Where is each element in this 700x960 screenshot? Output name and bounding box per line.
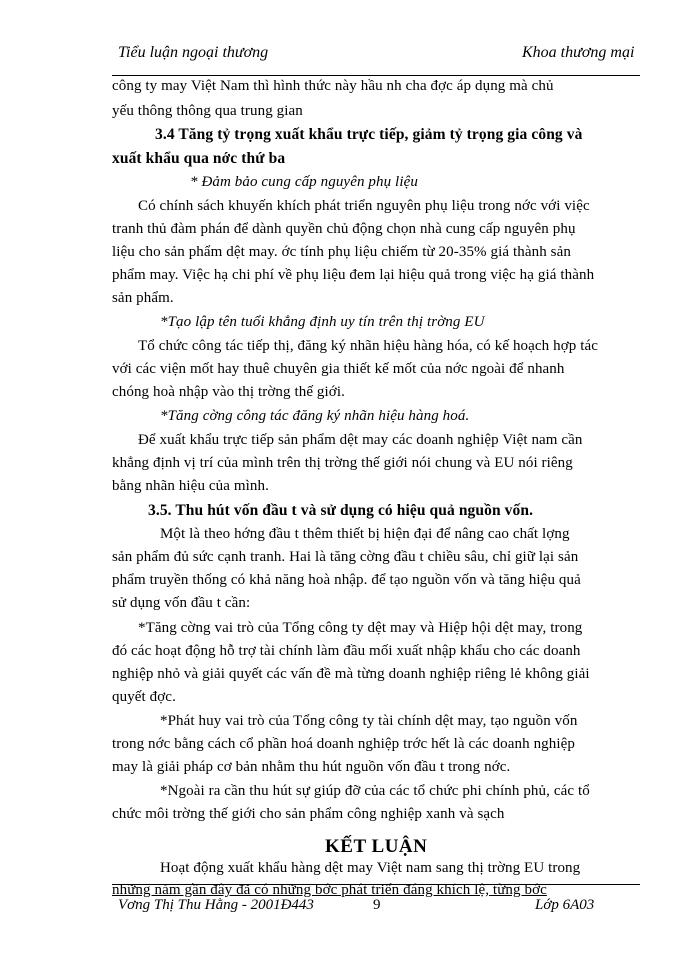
conclusion-title: KẾT LUẬN (325, 836, 428, 857)
header-left-text: Tiểu luận ngoại thương (118, 44, 269, 61)
text-line: Tổ chức công tác tiếp thị, đăng ký nhãn hiệu hàng hóa, có kế hoạch hợp tác (138, 338, 598, 354)
text-line: *Ngoài ra cần thu hút sự giúp đỡ của các tổ chức phi chính phủ, các tổ (160, 783, 590, 799)
text-line: phẩm truyền thống có khả năng hoà nhập. để tạo nguồn vốn và tăng hiệu quả (112, 572, 581, 588)
text-line: phẩm may. Việc hạ chi phí về phụ liệu đem lại hiệu quả trong việc hạ giá thành (112, 267, 595, 283)
text-line: *Tăng cờng vai trò của Tổng công ty dệt may và Hiệp hội dệt may, trong (138, 620, 583, 636)
text-line: Để xuất khẩu trực tiếp sản phẩm dệt may các doanh nghiệp Việt nam cần (138, 432, 583, 448)
text-line: sản phẩm. (112, 290, 174, 306)
text-line: chóng hoà nhập vào thị trờng thế giới. (112, 384, 345, 400)
subheading: * Đảm bảo cung cấp nguyên phụ liệu (190, 174, 418, 190)
section-heading: 3.4 Tăng tỷ trọng xuất khẩu trực tiếp, giảm tỷ trọng gia công và (155, 126, 583, 143)
section-heading: xuất khẩu qua nớc thứ ba (112, 150, 286, 167)
text-line: tranh thủ đàm phán để dành quyền chủ động chọn nhà cung cấp nguyên phụ (112, 221, 576, 237)
text-line: trong nớc bằng cách cổ phần hoá doanh nghiệp trớc hết là các doanh nghiệp (112, 736, 575, 752)
section-heading: 3.5. Thu hút vốn đầu t và sử dụng có hiệu quả nguồn vốn. (148, 502, 534, 519)
text-line: bằng nhãn hiệu của mình. (112, 478, 269, 494)
text-line: may là giải pháp cơ bản nhằm thu hút nguồn vốn đầu t trong nớc. (112, 759, 511, 775)
header-right-text: Khoa thương mại (522, 44, 635, 61)
text-line: nghiệp nhỏ và giải quyết các vấn đề mà từng doanh nghiệp riêng lẻ không giải (112, 666, 590, 682)
text-line: Có chính sách khuyến khích phát triển nguyên phụ liệu trong nớc với việc (138, 198, 590, 214)
text-line: yếu thông thông qua trung gian (112, 103, 303, 119)
text-line: sản phẩm đủ sức cạnh tranh. Hai là tăng cờng đầu t chiều sâu, chỉ giữ lại sản (112, 549, 579, 565)
text-line: khẳng định vị trí của mình trên thị trờng thế giới nói chung và EU nói riêng (112, 455, 573, 471)
text-line: chức môi trờng thế giới cho sản phẩm công nghiệp xanh và sạch (112, 806, 505, 822)
subheading: *Tạo lập tên tuổi khẳng định uy tín trên thị trờng EU (160, 314, 485, 330)
header-rule (112, 75, 640, 76)
text-line: liệu cho sản phẩm dệt may. ớc tính phụ liệu chiếm từ 20-35% giá thành sản (112, 244, 571, 260)
subheading: *Tăng cờng công tác đăng ký nhãn hiệu hàng hoá. (160, 408, 470, 424)
text-line: với các viện mốt hay thuê chuyên gia thiết kế mốt của nớc ngoài để nhanh (112, 361, 565, 377)
footer-class: Lớp 6A03 (535, 897, 595, 913)
text-line: sử dụng vốn đầu t cần: (112, 595, 251, 611)
text-line: Một là theo hớng đầu t thêm thiết bị hiện đại để nâng cao chất lợng (160, 526, 570, 542)
text-line: Hoạt động xuất khẩu hàng dệt may Việt nam sang thị trờng EU trong (160, 860, 581, 876)
page-number: 9 (373, 897, 381, 913)
footer-rule (112, 884, 640, 885)
text-line: công ty may Việt Nam thì hình thức này hầu nh cha đợc áp dụng mà chủ (112, 78, 554, 94)
text-line: những năm gần đây đã có những bớc phát triển đáng khích lệ, từng bớc (112, 882, 547, 898)
footer-author: Vơng Thị Thu Hằng - 2001Đ443 (118, 897, 314, 913)
text-line: quyết đợc. (112, 689, 176, 705)
text-line: đó các hoạt động hỗ trợ tài chính làm đầu mối xuất nhập khẩu cho các doanh (112, 643, 581, 659)
text-line: *Phát huy vai trò của Tổng công ty tài chính dệt may, tạo nguồn vốn (160, 713, 578, 729)
